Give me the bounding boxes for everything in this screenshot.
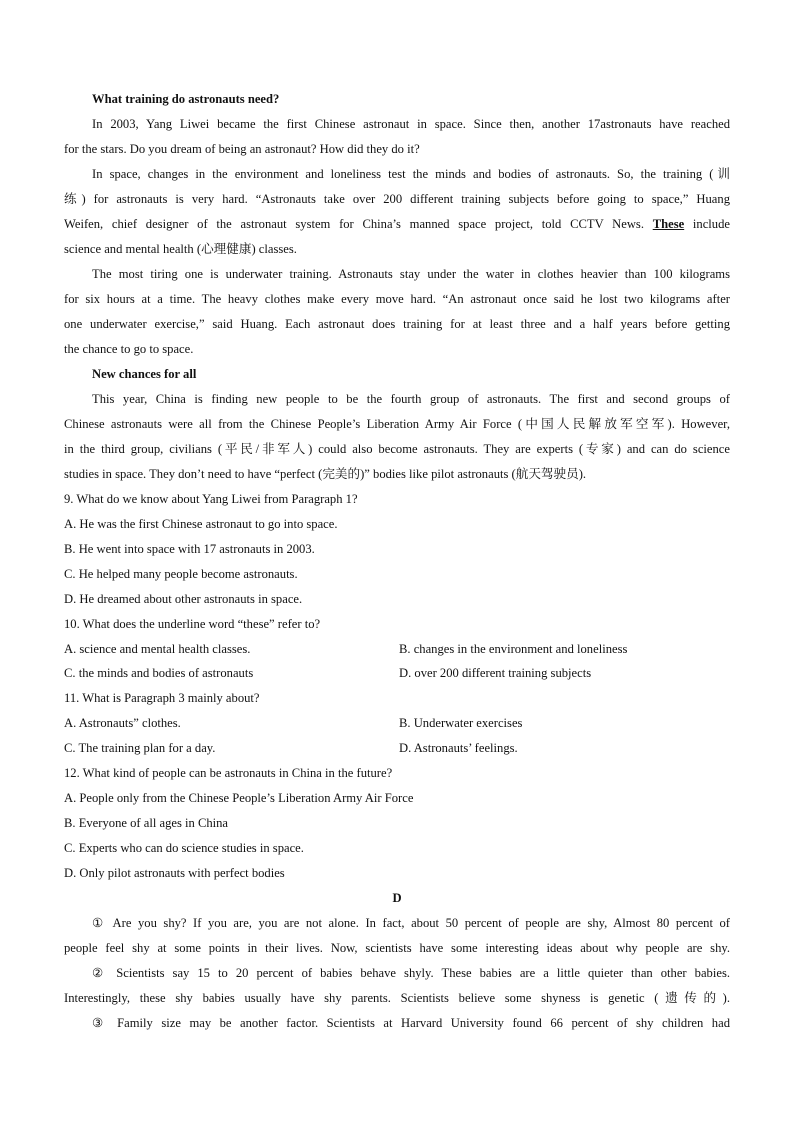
paragraph-line: This year, China is finding new people to be the fourth group of astronauts. The first and second groups of [92, 392, 730, 406]
paragraph-line: the chance to go to space. [64, 342, 194, 356]
answer-option[interactable]: D. over 200 different training subjects [399, 666, 592, 680]
text-before: Weifen, chief designer of the astronaut system for China’s manned space project, told CCTV News. [64, 217, 644, 231]
paragraph-line: studies in space. They don’t need to have “perfect (完美的)” bodies like pilot astronauts (航天驾驶员). [64, 467, 587, 481]
answer-option[interactable]: B. changes in the environment and loneliness [399, 642, 628, 656]
answer-option[interactable]: B. Underwater exercises [399, 716, 523, 730]
paragraph-line: In 2003, Yang Liwei became the first Chinese astronaut in space. Since then, another 17astronauts have reached [92, 117, 730, 131]
paragraph-line: science and mental health (心理健康) classes. [64, 242, 297, 256]
answer-option[interactable]: C. The training plan for a day. [64, 741, 216, 755]
paragraph-line-with-underline [64, 212, 730, 237]
answer-option[interactable]: B. Everyone of all ages in China [64, 816, 229, 830]
underlined-word-these: These [652, 217, 685, 231]
paragraph-line: 练) for astronauts is very hard. “Astronauts take over 200 different training subjects before going to space,” Huang [64, 192, 730, 206]
answer-option[interactable]: C. the minds and bodies of astronauts [64, 666, 254, 680]
answer-option[interactable]: B. He went into space with 17 astronauts in 2003. [64, 542, 315, 556]
paragraph-line: one underwater exercise,” said Huang. Each astronaut does training for at least three and a half years before getting [64, 317, 730, 331]
paragraph-line: Interestingly, these shy babies usually have shy parents. Scientists believe some shyness is genetic (遗传的). [64, 991, 730, 1005]
answer-option[interactable]: D. Only pilot astronauts with perfect bodies [64, 866, 285, 880]
question-stem: 11. What is Paragraph 3 mainly about? [64, 691, 260, 705]
paragraph-line: ③ Family size may be another factor. Scientists at Harvard University found 66 percent of shy children had [92, 1016, 730, 1030]
section-title-d: D [392, 891, 402, 905]
question-stem: 10. What does the underline word “these” refer to? [64, 617, 321, 631]
paragraph-line: In space, changes in the environment and loneliness test the minds and bodies of astronauts. So, the training (训 [92, 167, 730, 181]
heading-training: What training do astronauts need? [92, 92, 280, 106]
paragraph-line: in the third group, civilians (平民/非军人) could also become astronauts. They are experts (专家) and can do science [64, 442, 730, 456]
answer-option[interactable]: A. science and mental health classes. [64, 642, 251, 656]
paragraph-line: Chinese astronauts were all from the Chinese People’s Liberation Army Air Force (中国人民解放军空军). However, [64, 417, 730, 431]
answer-option[interactable]: D. He dreamed about other astronauts in space. [64, 592, 303, 606]
answer-option[interactable]: A. Astronauts” clothes. [64, 716, 181, 730]
answer-option[interactable]: D. Astronauts’ feelings. [399, 741, 518, 755]
answer-option[interactable]: A. He was the first Chinese astronaut to go into space. [64, 517, 338, 531]
paragraph-line: The most tiring one is underwater training. Astronauts stay under the water in clothes heavier than 100 kilograms [92, 267, 730, 281]
question-stem: 9. What do we know about Yang Liwei from Paragraph 1? [64, 492, 358, 506]
answer-option[interactable]: C. Experts who can do science studies in space. [64, 841, 304, 855]
answer-option[interactable]: A. People only from the Chinese People’s Liberation Army Air Force [64, 791, 414, 805]
answer-option[interactable]: C. He helped many people become astronauts. [64, 567, 298, 581]
paragraph-line: ① Are you shy? If you are, you are not alone. In fact, about 50 percent of people are shy, Almost 80 percent of [92, 916, 730, 930]
text-after: include [692, 217, 730, 231]
paragraph-line: for six hours at a time. The heavy clothes make every move hard. “An astronaut once said he lost two kilograms after [64, 292, 730, 306]
question-stem: 12. What kind of people can be astronauts in China in the future? [64, 766, 393, 780]
paragraph-line: for the stars. Do you dream of being an astronaut? How did they do it? [64, 142, 420, 156]
heading-new-chances: New chances for all [92, 367, 197, 381]
paragraph-line: ② Scientists say 15 to 20 percent of babies behave shyly. These babies are a little quieter than other babies. [92, 966, 730, 980]
paragraph-line: people feel shy at some points in their lives. Now, scientists have some interesting ideas about why people are shy. [64, 941, 730, 955]
